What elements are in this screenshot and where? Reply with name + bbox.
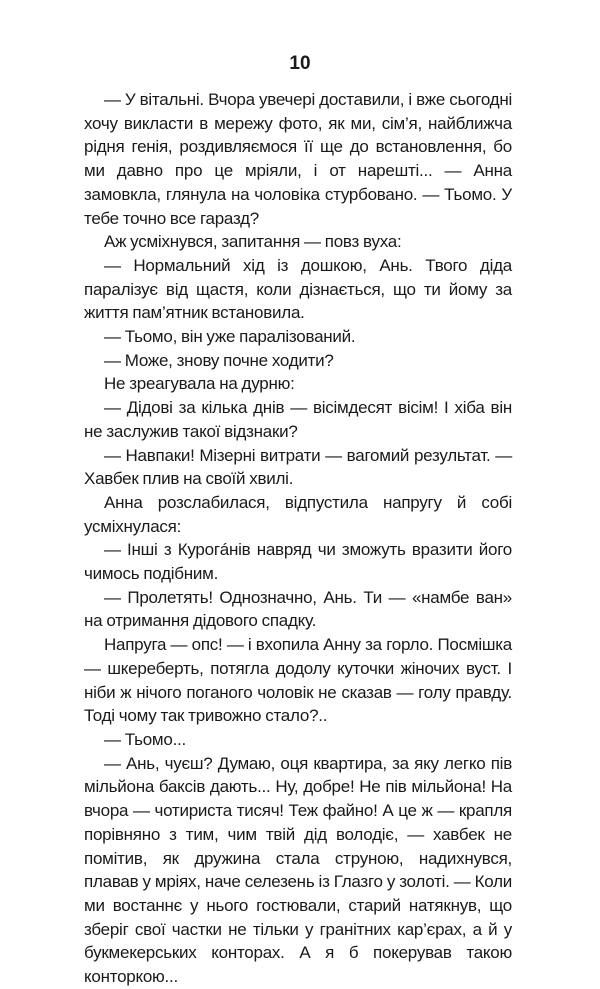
paragraph: — Навпаки! Мізерні витрати — вагомий результат. — Хавбек плив на своїй хвилі. <box>84 445 512 489</box>
paragraph: — Тьомо, він уже паралізований. <box>104 327 356 347</box>
body-text <box>84 88 512 989</box>
paragraph: — Інші з Курогáнів навряд чи зможуть вразити його чимось подібним. <box>84 540 512 584</box>
page-number: 10 <box>289 53 311 74</box>
paragraph: — Тьомо... <box>104 729 186 749</box>
paragraph: — У вітальні. Вчора увечері доставили, і вже сьогодні хочу викласти в мережу фото, як ми, сім’я, найближча рідня генія, роздивляємося її ще до встановлення, бо ми давно про це мріяли, і от нарешті... — Анна замовкла, глянула на чоловіка стурбовано. — Тьомо. У тебе точно все гаразд? <box>84 90 512 228</box>
paragraph: Аж усміхнувся, запитання — повз вуха: <box>104 232 402 252</box>
paragraph: Напруга — опс! — і вхопила Анну за горло. Посмішка — шкереберть, потягла додолу куточки жіночих вуст. І ніби ж нічого поганого чоловік не сказав — голу правду. Тоді чому так тривожно стало?.. <box>84 635 512 726</box>
paragraph: Анна розслабилася, відпустила напругу й собі усміхнулася: <box>84 492 512 536</box>
paragraph: — Нормальний хід із дошкою, Ань. Твого діда паралізує від щастя, коли дізнається, що ти йому за життя пам’ятник встановила. <box>84 255 512 323</box>
paragraph: — Ань, чуєш? Думаю, оця квартира, за яку легко пів мільйона баксів дають... Ну, добре! Не пів мільйона! На вчора — чотириста тисяч! Теж файно! А це ж — крапля порівняно з тим, чим твій дід володіє, — хавбек не помітив, як дружина стала струною, надихнувся, плавав у мріях, наче селезень із Глазго у золоті. — Коли ми востаннє у нього гостювали, старий натякнув, що зберіг свої частки не тільки у гранітних кар’єрах, а й у букмекерських конторах. А я б покерував такою конторкою... <box>84 753 512 987</box>
paragraph: — Пролетять! Однозначно, Ань. Ти — «намбе ван» на отримання дідового спадку. <box>84 587 512 631</box>
paragraph: — Може, знову почне ходити? <box>104 350 334 370</box>
paragraph: — Дідові за кілька днів — вісімдесят вісім! І хіба він не заслужив такої відзнаки? <box>84 398 512 441</box>
paragraph: Не зреагувала на дурню: <box>104 374 295 394</box>
